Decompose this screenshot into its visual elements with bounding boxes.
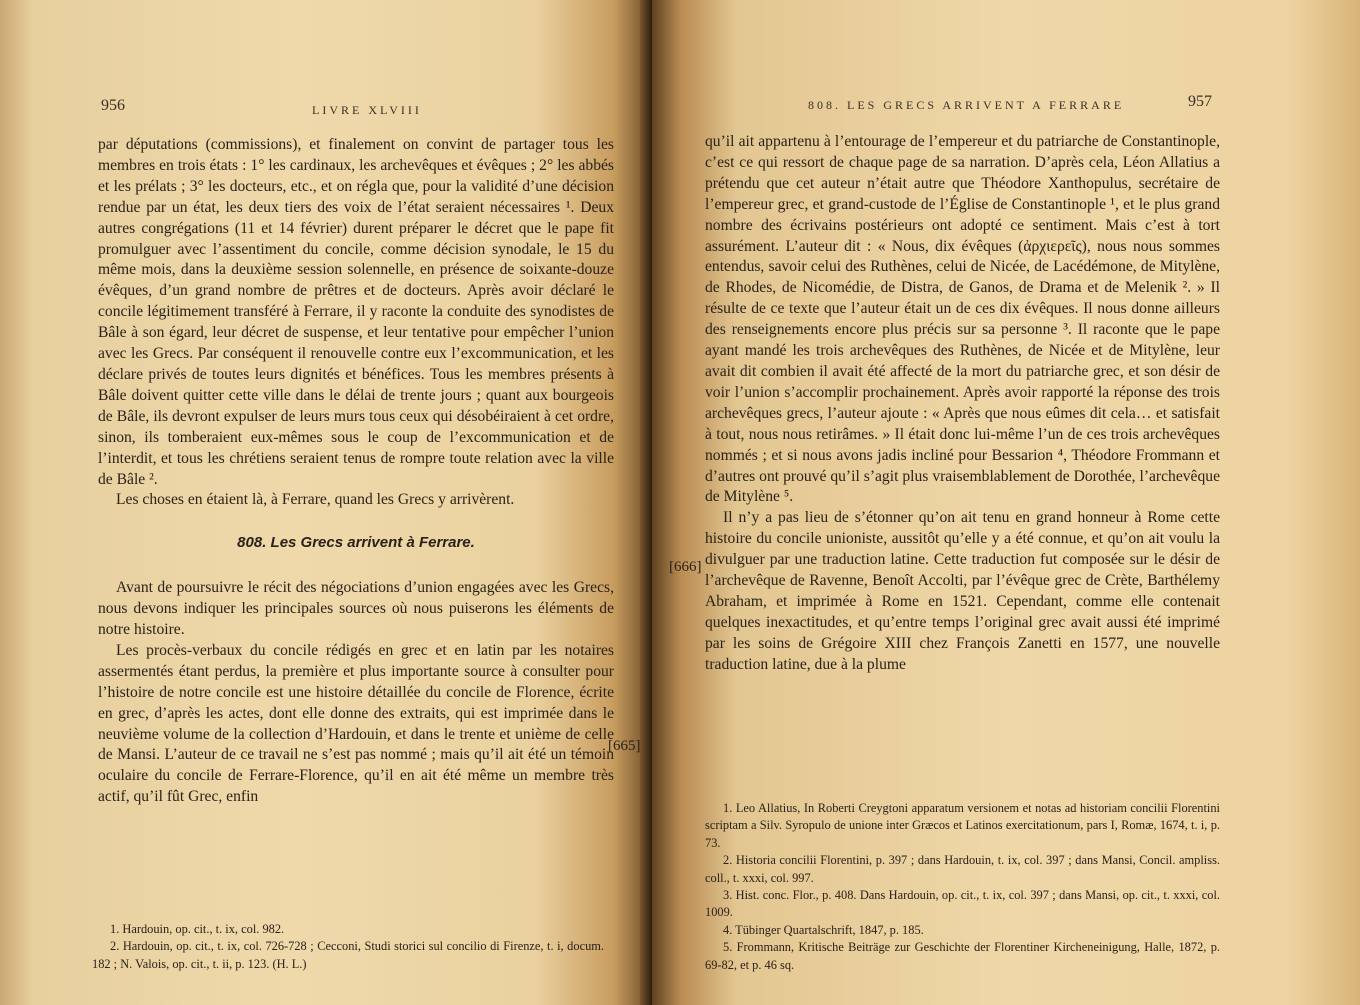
section-title: 808. Les Grecs arrivent à Ferrare. xyxy=(237,534,475,552)
page-number: 956 xyxy=(101,97,125,114)
footnotes xyxy=(705,800,1220,974)
paragraph: Les procès-verbaux du concile rédigés en grec et en latin par les notaires assermentés étant perdus, la première et plus importante source à consulter pour l’histoire de notre concile est une histoire détaillée du concile de Florence, écrite en grec, d’après les actes, dont elle donne des extraits, qui est imprimée dans le neuvième volume de la collection d’Hardouin, et dans le trente et unième de celle de Mansi. L’auteur de ce travail ne s’est pas nommé ; mais qu’il ait été un témoin oculaire du concile de Ferrare-Florence, qu’il en ait été même un membre très actif, qu’il fût Grec, enfin xyxy=(98,641,614,806)
paragraph: Il n’y a pas lieu de s’étonner qu’on ait tenu en grand honneur à Rome cette histoire du concile unioniste, aussitôt qu’elle y a été connue, et qu’on ait voulu la divulguer par une traduction latine. Cette traduction fut composée sur le désir de l’archevêque de Ravenne, Benoît Accolti, par l’évêque grec de Crète, Barthélemy Abraham, et imprimée à Rome en 1521. Cependant, comme elle contenait quelques inexactitudes, et qu’entre temps l’original grec avait aussi été imprimé par les soins de Grégoire XIII chez François Zanetti en 1577, une nouvelle traduction latine, due à la plume xyxy=(705,509,1220,673)
left-page xyxy=(0,0,652,1005)
margin-page-reference: [666] xyxy=(669,559,702,575)
footnote: 2. Historia concilii Florentini, p. 397 ; dans Hardouin, t. ix, col. 397 ; dans Mansi, Concil. ampliss. coll., t. xxxi, col. 997. xyxy=(705,853,1220,885)
footnote: 2. Hardouin, op. cit., t. ix, col. 726-728 ; Cecconi, Studi storici sul concilio di Firenze, t. i, docum. 182 ; N. Valois, op. cit., t. ii, p. 123. (H. L.) xyxy=(92,939,604,971)
paragraph: qu’il ait appartenu à l’entourage de l’empereur et du patriarche de Constantinople, c’est ce qui ressort de chaque page de sa narration. D’après cela, Léon Allatius a prétendu que cet auteur n’était autre que Théodore Xanthopulus, secrétaire de l’empereur grec, et grand-custode de l’Église de Constantinople ¹, et le plus grand nombre des écrivains postérieurs ont adopté ce sentiment. Mais c’est à tort assurément. L’auteur dit : « Nous, dix évêques (ἀρχιερεῖς), nous nous sommes entendus, savoir celui des Ruthènes, celui de Nicée, de Lacédémone, de Mitylène, de Rhodes, de Nicomédie, de Distra, de Ganos, de Drama et de Melenik ². » Il résulte de ce texte que l’auteur était un de ces dix évêques. Il nous donne ailleurs des renseignements encore plus précis sur sa personne ³. Il raconte que le pape ayant mandé les trois archevêques des Ruthènes, de Nicée et de Mitylène, leur avait dit combien il avait été affecté de la mort du patriarche grec, et son désir de voir l’union s’accomplir prochainement. Après avoir rapporté la réponse des trois archevêques grecs, l’auteur ajoute : « Après que nous eûmes dit cela… et satisfait à tout, nous nous retirâmes. » Il était donc lui-même l’un de ces trois archevêques nommés ; et si nous avons jadis incliné pour Bessarion ⁴, Théodore Frommann et d’autres ont prouvé qu’il s’agit plus vraisemblablement de Dorothée, l’archevêque de Mitylène ⁵. xyxy=(705,133,1220,506)
paragraph: par députations (commissions), et finalement on convint de partager tous les membres en trois états : 1° les cardinaux, les archevêques et évêques ; 2° les abbés et les prélats ; 3° les docteurs, etc., et on régla que, pour la validité d’une décision rendue par un état, les deux tiers des voix de l’état seraient nécessaires ¹. Deux autres congrégations (11 et 14 février) durent préparer le décret que le pape fit promulguer avec l’assentiment du concile, comme décision synodale, le 15 du même mois, dans la deuxième session solennelle, en présence de soixante-douze évêques, d’un grand nombre de prêtres et de docteurs. Après avoir déclaré le concile légitimement transféré à Ferrare, il y raconte la conduite des synodistes de Bâle à son égard, leur décret de suspense, et leur tentative pour empêcher l’union avec les Grecs. Par conséquent il renouvelle contre eux l’excommunication, et les déclare privés de toutes leurs dignités et bénéfices. Tous les membres présents à Bâle doivent quitter cette ville dans le délai de trente jours ; quant aux bourgeois de Bâle, ils devront expulser de leurs murs tous ceux qui désobéiraient à cet ordre, sinon, ils tomberaient eux-mêmes sous le coup de l’excommunication et de l’interdit, et tous les chrétiens seraient tenus de rompre toute relation avec la ville de Bâle ². xyxy=(98,136,614,488)
margin-page-reference: [665] xyxy=(608,738,641,754)
left-body-text xyxy=(98,135,614,808)
right-page xyxy=(652,0,1360,1005)
paragraph: Les choses en étaient là, à Ferrare, quand les Grecs y arrivèrent. xyxy=(116,491,515,509)
footnote: 3. Hist. conc. Flor., p. 408. Dans Hardouin, op. cit., t. ix, col. 397 ; dans Mansi, op. cit., t. xxxi, col. 1009. xyxy=(705,888,1220,920)
footnotes xyxy=(92,921,604,973)
running-head: 808. LES GRECS ARRIVENT A FERRARE xyxy=(808,98,1125,112)
running-head: LIVRE XLVIII xyxy=(312,103,422,117)
footnote: 1. Leo Allatius, In Roberti Creygtoni apparatum versionem et notas ad historiam concilii Florentini scriptam a Silv. Syropulo de unione inter Græcos et Latinos exercitationum, pars I, Romæ, 1674, t. i, p. 73. xyxy=(705,801,1220,850)
footnote: 5. Frommann, Kritische Beiträge zur Geschichte der Florentiner Kircheneinigung, Halle, 1872, p. 69-82, et p. 46 sq. xyxy=(705,940,1220,972)
right-body-text xyxy=(705,132,1220,676)
footnote: 4. Tübinger Quartalschrift, 1847, p. 185. xyxy=(723,922,924,937)
page-number: 957 xyxy=(1188,93,1212,110)
paragraph: Avant de poursuivre le récit des négociations d’union engagées avec les Grecs, nous devons indiquer les principales sources où nous puiserons les éléments de notre histoire. xyxy=(98,579,614,639)
footnote: 1. Hardouin, op. cit., t. ix, col. 982. xyxy=(110,922,285,936)
